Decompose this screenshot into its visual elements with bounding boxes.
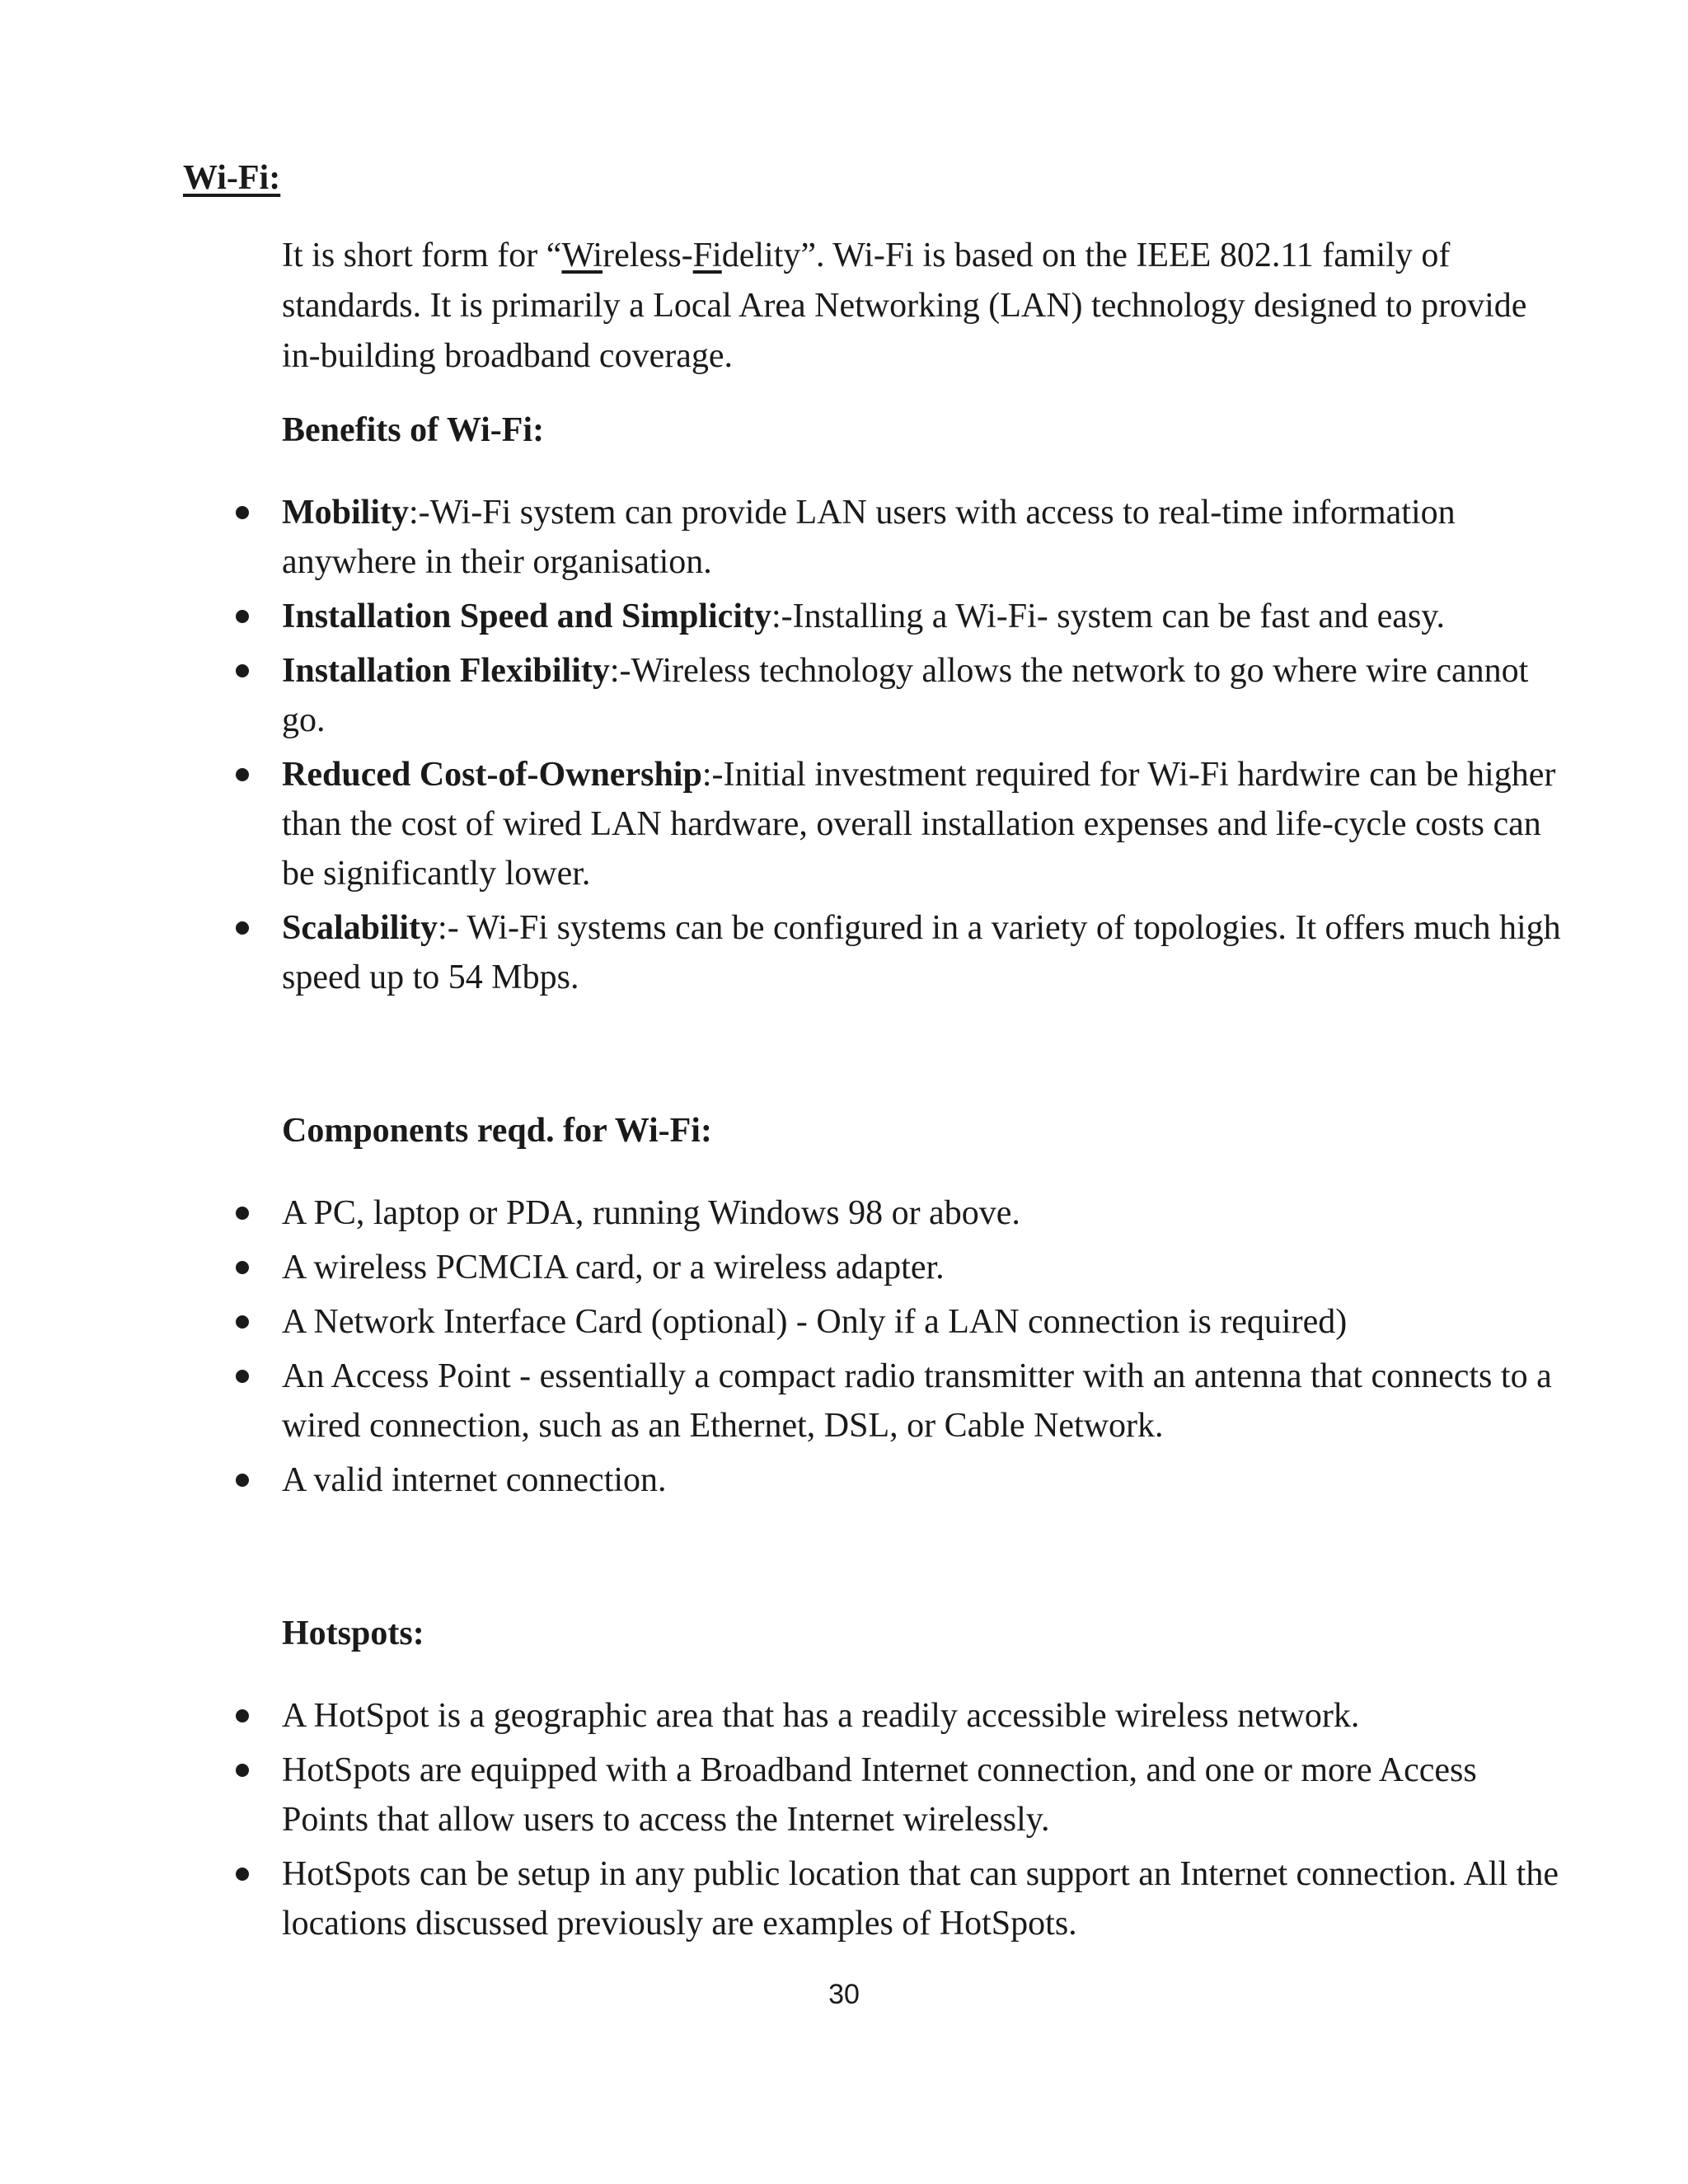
benefit-term: Reduced Cost-of-Ownership	[282, 756, 702, 794]
component-text: An Access Point - essentially a compact radio transmitter with an antenna that connects to a wired connection, such as an Ethernet, DSL, or Cable Network.	[282, 1357, 1552, 1445]
page-number: 30	[828, 1979, 860, 2010]
benefit-text: :- Wi-Fi systems can be configured in a variety of topologies. It offers much high speed up to 54 Mbps.	[282, 909, 1561, 996]
list-item	[0, 750, 1688, 898]
hotspots-heading: Hotspots:	[282, 1615, 424, 1652]
bullet-icon	[236, 1315, 249, 1329]
list-item	[0, 646, 1688, 745]
intro-text-1: It is short form for “	[282, 237, 562, 274]
component-text: A valid internet connection.	[282, 1461, 667, 1499]
component-text: A PC, laptop or PDA, running Windows 98 or above.	[282, 1194, 1020, 1232]
hotspot-text: HotSpots are equipped with a Broadband Internet connection, and one or more Access Points that allow users to access the Internet wirelessly.	[282, 1751, 1477, 1839]
intro-underlined-fi: Fi	[692, 237, 722, 274]
intro-underlined-wi: Wi	[561, 237, 603, 274]
benefit-term: Scalability	[282, 909, 438, 947]
bullet-icon	[236, 1261, 249, 1274]
page-title: Wi-Fi:	[183, 159, 281, 197]
bullet-icon	[236, 768, 249, 781]
benefit-text: :-Wi-Fi system can provide LAN users with access to real-time information anywhere in their organisation.	[282, 494, 1456, 581]
intro-text-3: delity”. Wi-Fi is based on the IEEE 802.11 family of standards. It is primarily a Local Area Networking (LAN) technology designed to provide in-building broadband coverage.	[282, 237, 1527, 375]
benefits-heading: Benefits of Wi-Fi:	[282, 411, 545, 449]
components-list	[0, 1188, 1688, 1510]
list-item	[0, 1849, 1688, 1948]
benefit-text: :-Installing a Wi-Fi- system can be fast and easy.	[771, 598, 1446, 635]
benefit-text: :-Initial investment required for Wi-Fi hardwire can be higher than the cost of wired LAN hardware, overall installation expenses and life-cycle costs can be significantly lower.	[282, 756, 1556, 893]
list-item	[0, 1352, 1688, 1451]
component-text: A wireless PCMCIA card, or a wireless adapter.	[282, 1249, 945, 1286]
list-item	[0, 1691, 1688, 1741]
benefit-term: Installation Speed and Simplicity	[282, 598, 771, 635]
list-item	[0, 592, 1688, 641]
bullet-icon	[236, 506, 249, 519]
bullet-icon	[236, 610, 249, 623]
list-item	[0, 1455, 1688, 1505]
benefit-term: Mobility	[282, 494, 409, 532]
component-text: A Network Interface Card (optional) - Only if a LAN connection is required)	[282, 1303, 1348, 1341]
hotspot-text: HotSpots can be setup in any public location that can support an Internet connection. All the locations discussed previously are examples of HotSpots.	[282, 1855, 1559, 1943]
intro-text-2: reless-	[603, 237, 693, 274]
bullet-icon	[236, 1764, 249, 1777]
list-item	[0, 903, 1688, 1002]
list-item	[0, 1297, 1688, 1347]
bullet-icon	[236, 1474, 249, 1487]
bullet-icon	[236, 1709, 249, 1722]
list-item	[0, 1188, 1688, 1238]
hotspots-list	[0, 1691, 1688, 1953]
list-item	[0, 1243, 1688, 1292]
components-heading: Components reqd. for Wi-Fi:	[282, 1112, 712, 1150]
benefit-text: :-Wireless technology allows the network to go where wire cannot go.	[282, 652, 1529, 739]
bullet-icon	[236, 1868, 249, 1881]
bullet-icon	[236, 1370, 249, 1383]
benefits-list	[0, 488, 1688, 1007]
bullet-icon	[236, 664, 249, 677]
bullet-icon	[236, 921, 249, 935]
benefit-term: Installation Flexibility	[282, 652, 610, 690]
list-item	[0, 488, 1688, 587]
intro-paragraph	[282, 231, 1551, 382]
bullet-icon	[236, 1207, 249, 1220]
list-item	[0, 1746, 1688, 1844]
hotspot-text: A HotSpot is a geographic area that has a readily accessible wireless network.	[282, 1697, 1360, 1735]
